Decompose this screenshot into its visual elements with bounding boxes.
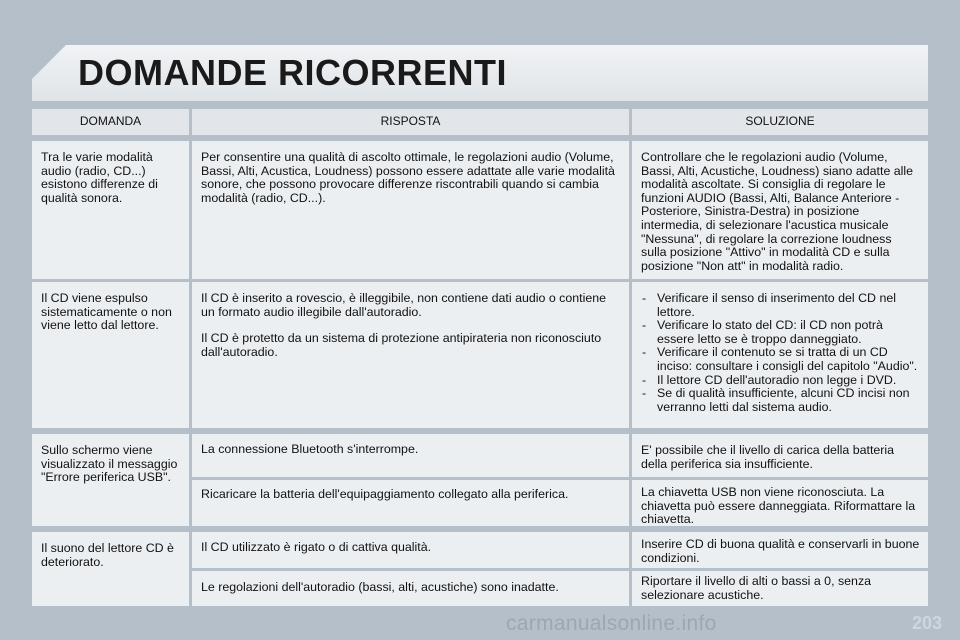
- row-1-soluzione-text: Controllare che le regolazioni audio (Volume, Bassi, Alti, Acustiche, Loudness) siano adatte alle modalità ascoltate. Si consiglia di regolare le funzioni AUDIO (Bassi, Alti, Balance Anteriore - Posteriore, Sinistra-Destra) in posizione intermedia, di selezionare l'acustica musicale "Nessuna", di regolare la correzione loudness sulla posizione "Attivo" in modalità CD e sulla posizione "Non att" in modalità radio.: [641, 150, 914, 273]
- row-4-domanda-text: Il suono del lettore CD è deteriorato.: [41, 541, 174, 569]
- row-2-domanda: [32, 282, 189, 428]
- list-item: - Se di qualità insufficiente, alcuni CD incisi non verranno letti dal sistema audio.: [641, 387, 920, 414]
- row-2-risposta: [192, 282, 629, 428]
- row-1-soluzione: [632, 141, 928, 279]
- row-4b-soluzione-text: Riportare il livello di alti o bassi a 0, senza selezionare acustiche.: [641, 574, 872, 602]
- row-4a-soluzione-text: Inserire CD di buona qualità e conservarli in buone condizioni.: [641, 537, 920, 565]
- list-item: - Verificare il contenuto se si tratta di un CD inciso: consultare i consigli del capitolo "Audio".: [641, 346, 920, 373]
- row-3a-risposta-text: La connessione Bluetooth s'interrompe.: [201, 442, 419, 456]
- header-risposta: RISPOSTA: [192, 109, 629, 135]
- row-2-soluzione: [632, 282, 928, 428]
- row-3b-risposta: [192, 480, 629, 526]
- row-1-domanda-text: Tra le varie modalità audio (radio, CD...) esistono differenze di qualità sonora.: [41, 150, 158, 205]
- row-3-domanda-text: Sullo schermo viene visualizzato il messaggio "Errore periferica USB".: [41, 443, 178, 485]
- row-4a-risposta-text: Il CD utilizzato è rigato o di cattiva qualità.: [201, 540, 432, 554]
- row-3b-risposta-text: Ricaricare la batteria dell'equipaggiamento collegato alla periferica.: [201, 487, 569, 501]
- row-4a-soluzione: [632, 532, 928, 568]
- row-4b-soluzione: [632, 571, 928, 606]
- row-4-domanda: [32, 532, 189, 606]
- list-item: - Verificare lo stato del CD: il CD non potrà essere letto se è troppo danneggiato.: [641, 319, 920, 346]
- header-domanda: DOMANDA: [32, 109, 189, 135]
- row-2-domanda-text: Il CD viene espulso sistematicamente o non viene letto dal lettore.: [41, 291, 172, 333]
- row-2-risposta-p2: Il CD è protetto da un sistema di protezione antipirateria non riconosciuto dall'autoradio.: [201, 331, 602, 359]
- row-3b-soluzione-text: La chiavetta USB non viene riconosciuta. La chiavetta può essere danneggiata. Riformattare la chiavetta.: [641, 485, 916, 527]
- row-2-risposta-p1: Il CD è inserito a rovescio, è illeggibile, non contiene dati audio o contiene un formato audio illegibile dall'autoradio.: [201, 291, 607, 319]
- page-number: 203: [911, 613, 942, 633]
- header-soluzione: SOLUZIONE: [632, 109, 928, 135]
- watermark: carmanualsonline.info: [506, 612, 717, 635]
- row-3a-soluzione-text: E' possibile che il livello di carica della batteria della periferica sia insufficiente.: [641, 443, 895, 471]
- page-title: DOMANDE RICORRENTI: [78, 52, 507, 93]
- row-4b-risposta-text: Le regolazioni dell'autoradio (bassi, alti, acustiche) sono inadatte.: [201, 580, 559, 594]
- row-4a-risposta: [192, 532, 629, 568]
- row-4b-risposta: [192, 571, 629, 606]
- row-2-soluzione-list: [641, 292, 920, 414]
- row-3b-soluzione: [632, 480, 928, 526]
- row-1-risposta: [192, 141, 629, 279]
- row-1-risposta-text: Per consentire una qualità di ascolto ottimale, le regolazioni audio (Volume, Bassi, Alti, Acustica, Loudness) possono essere adattate alle varie modalità sonore, che possono provocare differenze riscontrabili quando si cambia modalità (radio, CD...).: [201, 150, 615, 205]
- list-item: - Verificare il senso di inserimento del CD nel lettore.: [641, 292, 920, 319]
- list-item: - Il lettore CD dell'autoradio non legge i DVD.: [641, 374, 920, 388]
- row-3a-risposta: [192, 434, 629, 477]
- row-3a-soluzione: [632, 434, 928, 477]
- row-3-domanda: [32, 434, 189, 526]
- row-1-domanda: [32, 141, 189, 279]
